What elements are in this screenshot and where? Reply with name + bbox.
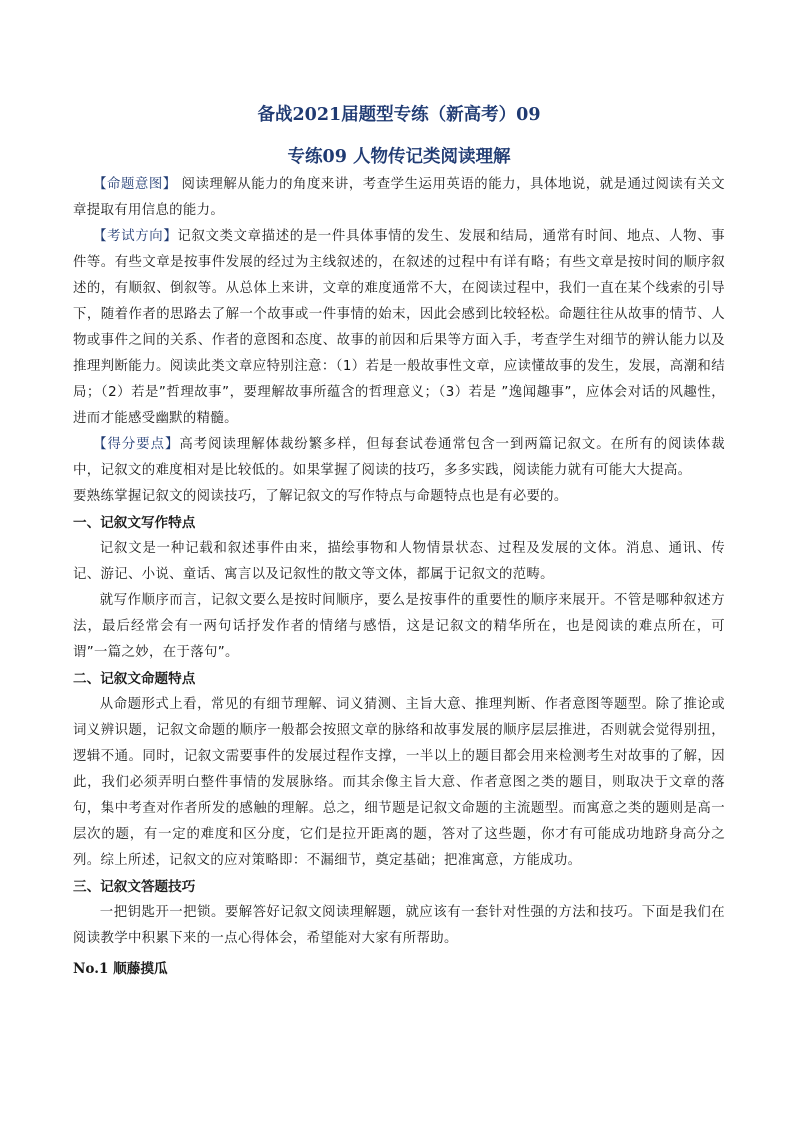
subsection-heading-no1: No.1 顺藤摸瓜	[73, 961, 168, 977]
intro-label: 【得分要点】	[93, 437, 180, 452]
intro-paragraph-points	[73, 432, 725, 484]
section-paragraph: 从命题形式上看，常见的有细节理解、词义猜测、主旨大意、推理判断、作者意图等题型。除了推论或词义辨识题，记叙文命题的顺序一般都会按照文章的脉络和故事发展的顺序层层推进，否则就会觉得别扭，逻辑不通。同时，记叙文需要事件的发展过程作支撑，一半以上的题目都会用来检测考生对故事的了解，因此，我们必须弄明白整件事情的发展脉络。而其余像主旨大意、作者意图之类的题目，则取决于文章的落句，集中考查对作者所发的感触的理解。总之，细节题是记叙文命题的主流题型。而寓意之类的题则是高一层次的题，有一定的难度和区分度，它们是拉开距离的题，答对了这些题，你才有可能成功地跻身高分之列。综上所述，记叙文的应对策略即：不漏细节，奠定基础；把准寓意，方能成功。	[73, 697, 725, 868]
intro-paragraph-purpose	[73, 172, 725, 224]
intro-text: 高考阅读理解体裁纷繁多样，但每套试卷通常包含一到两篇记叙文。在所有的阅读体裁中，记叙文的难度相对是比较低的。如果掌握了阅读的技巧，多多实践，阅读能力就有可能大大提高。	[73, 437, 726, 478]
section-heading-answer-skills: 三、记叙文答题技巧	[73, 879, 196, 895]
intro-label: 【命题意图】	[93, 177, 177, 192]
section-paragraph: 就写作顺序而言，记叙文要么是按时间顺序，要么是按事件的重要性的顺序来展开。不管是哪种叙述方法，最后经常会有一两句话抒发作者的情绪与感悟，这是记叙文的精华所在，也是阅读的难点所在，可谓”一篇之妙，在于落句”。	[73, 593, 725, 660]
intro-paragraph-direction	[73, 224, 725, 432]
section-heading-question-features: 二、记叙文命题特点	[73, 671, 196, 687]
intro-label: 【考试方向】	[93, 229, 178, 244]
intro-tail-paragraph: 要熟练掌握记叙文的阅读技巧，了解记叙文的写作特点与命题特点也是有必要的。	[73, 489, 568, 504]
section-heading-writing-features: 一、记叙文写作特点	[73, 515, 196, 531]
document-title: 备战2021届题型专练（新高考）09	[257, 105, 541, 125]
document-body	[73, 102, 725, 982]
intro-text: 记叙文类文章描述的是一件具体事情的发生、发展和结局，通常有时间、地点、人物、事件等。有些文章是按事件发展的经过为主线叙述的，在叙述的过程中有详有略；有些文章是按时间的顺序叙述的，有顺叙、倒叙等。从总体上来讲，文章的难度通常不大，在阅读过程中，我们一直在某个线索的引导下，随着作者的思路去了解一个故事或一件事情的始末，因此会感到比较轻松。命题往往从故事的情节、人物或事件之间的关系、作者的意图和态度、故事的前因和后果等方面入手，考查学生对细节的辨认能力以及推理判断能力。阅读此类文章应特别注意：（1）若是一般故事性文章，应读懂故事的发生，发展，高潮和结局；（2）若是”哲理故事”，要理解故事所蕴含的哲理意义；（3）若是 ”逸闻趣事”，应体会对话的风趣性，进而才能感受幽默的精髓。	[73, 229, 725, 426]
document-subtitle: 专练09 人物传记类阅读理解	[287, 147, 511, 167]
section-paragraph: 记叙文是一种记载和叙述事件由来，描绘事物和人物情景状态、过程及发展的文体。消息、通讯、传记、游记、小说、童话、寓言以及记叙性的散文等文体，都属于记叙文的范畴。	[73, 541, 725, 582]
section-paragraph: 一把钥匙开一把锁。要解答好记叙文阅读理解题，就应该有一套针对性强的方法和技巧。下面是我们在阅读教学中积累下来的一点心得体会，希望能对大家有所帮助。	[73, 905, 725, 946]
intro-text: 阅读理解从能力的角度来讲，考查学生运用英语的能力，具体地说，就是通过阅读有关文章提取有用信息的能力。	[73, 177, 725, 218]
